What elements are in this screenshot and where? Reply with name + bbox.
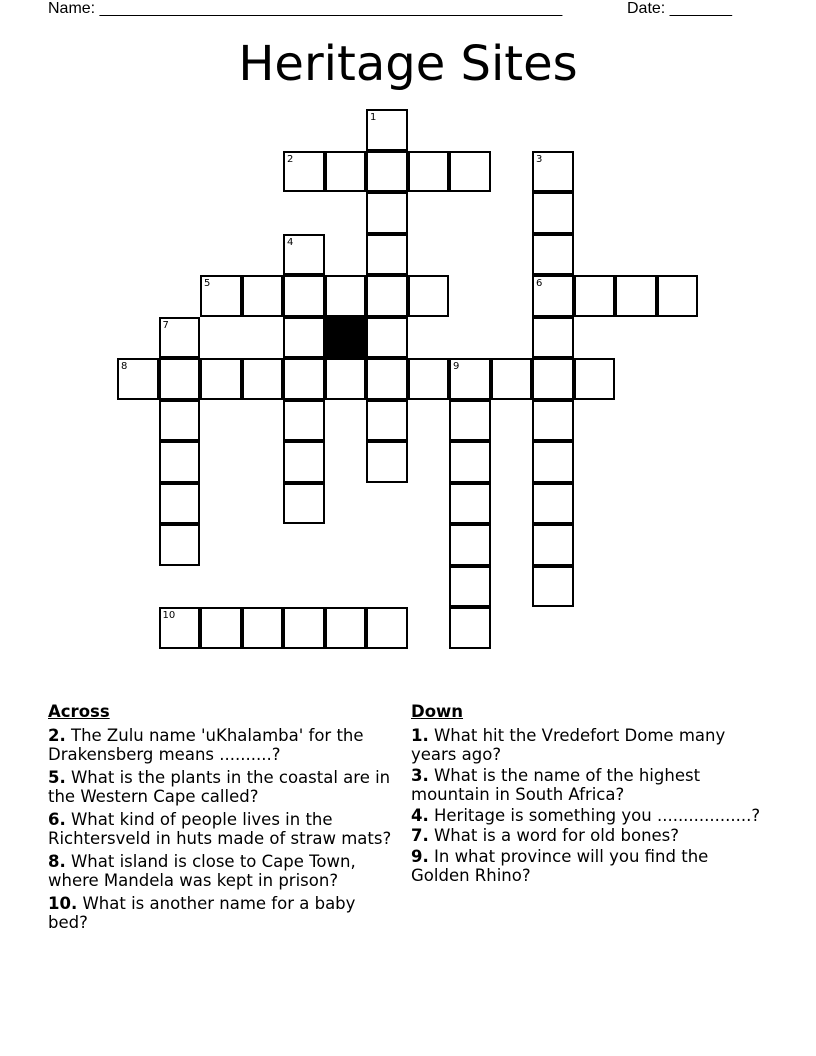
crossword-cell[interactable] <box>242 275 284 317</box>
crossword-cell[interactable] <box>491 358 533 400</box>
crossword-cell[interactable] <box>449 483 491 525</box>
clue-number: 5. <box>48 767 66 787</box>
crossword-cell[interactable] <box>449 151 491 193</box>
crossword-cell[interactable] <box>159 317 201 359</box>
crossword-cell[interactable] <box>159 441 201 483</box>
crossword-cell[interactable] <box>159 400 201 442</box>
name-field-label: Name: ____________________________________________________ <box>48 0 563 17</box>
crossword-cell[interactable] <box>366 109 408 151</box>
down-clue <box>411 726 766 765</box>
crossword-cell[interactable] <box>574 358 616 400</box>
down-clues <box>411 702 766 887</box>
clue-number: 6 <box>536 278 543 289</box>
crossword-cell[interactable] <box>200 607 242 649</box>
crossword-cell[interactable] <box>657 275 699 317</box>
clue-number: 4 <box>287 236 294 248</box>
clue-text: What hit the Vredefort Dome many years ago? <box>411 725 726 764</box>
black-square <box>325 317 367 359</box>
clue-text: What island is close to Cape Town, where Mandela was kept in prison? <box>48 851 356 890</box>
crossword-cell[interactable] <box>615 275 657 317</box>
crossword-cell[interactable] <box>532 192 574 234</box>
clue-text: What is another name for a baby bed? <box>48 893 356 932</box>
clue-number: 9. <box>411 846 429 866</box>
across-clue <box>48 768 393 807</box>
clue-number: 8. <box>48 851 66 871</box>
down-clue-list <box>411 726 766 886</box>
crossword-cell[interactable] <box>532 275 574 317</box>
clue-number: 8 <box>121 361 128 372</box>
crossword-cell[interactable] <box>532 524 574 566</box>
clue-text: In what province will you find the Golden Rhino? <box>411 846 709 885</box>
crossword-cell[interactable] <box>283 358 325 400</box>
date-field-label: Date: _______ <box>627 0 732 17</box>
clue-number: 1. <box>411 725 429 745</box>
clue-text: The Zulu name 'uKhalamba' for the Drakensberg means ..........? <box>48 725 364 764</box>
across-clue <box>48 894 393 933</box>
crossword-cell[interactable] <box>366 607 408 649</box>
crossword-cell[interactable] <box>283 441 325 483</box>
across-clue <box>48 852 393 891</box>
crossword-cell[interactable] <box>532 400 574 442</box>
crossword-cell[interactable] <box>408 151 450 193</box>
crossword-cell[interactable] <box>574 275 616 317</box>
crossword-cell[interactable] <box>449 441 491 483</box>
crossword-cell[interactable] <box>366 192 408 234</box>
crossword-cell[interactable] <box>449 607 491 649</box>
crossword-cell[interactable] <box>408 358 450 400</box>
crossword-cell[interactable] <box>532 441 574 483</box>
clue-number: 10. <box>48 893 78 913</box>
crossword-cell[interactable] <box>325 358 367 400</box>
clue-text: What kind of people lives in the Richtersveld in huts made of straw mats? <box>48 809 392 848</box>
clue-number: 3. <box>411 765 429 785</box>
clue-number: 2. <box>48 725 66 745</box>
across-clues <box>48 702 393 936</box>
crossword-cell[interactable] <box>366 441 408 483</box>
clue-text: What is a word for old bones? <box>428 826 680 845</box>
crossword-cell[interactable] <box>200 275 242 317</box>
crossword-cell[interactable] <box>366 358 408 400</box>
clue-number: 6. <box>48 809 66 829</box>
crossword-cell[interactable] <box>532 234 574 276</box>
crossword-cell[interactable] <box>325 275 367 317</box>
crossword-cell[interactable] <box>283 234 325 276</box>
crossword-cell[interactable] <box>325 607 367 649</box>
crossword-cell[interactable] <box>242 607 284 649</box>
crossword-cell[interactable] <box>532 483 574 525</box>
crossword-cell[interactable] <box>532 317 574 359</box>
across-clue <box>48 726 393 765</box>
clue-text: Heritage is something you ..................? <box>428 805 761 825</box>
clue-text: What is the name of the highest mountain in South Africa? <box>411 765 701 804</box>
crossword-cell[interactable] <box>366 234 408 276</box>
crossword-cell[interactable] <box>532 151 574 193</box>
crossword-cell[interactable] <box>159 483 201 525</box>
crossword-cell[interactable] <box>117 358 159 400</box>
crossword-cell[interactable] <box>159 524 201 566</box>
crossword-cell[interactable] <box>283 400 325 442</box>
down-heading: Down <box>411 702 464 721</box>
crossword-cell[interactable] <box>283 275 325 317</box>
clue-number: 10 <box>162 610 176 621</box>
clue-text: What is the plants in the coastal are in the Western Cape called? <box>48 767 391 806</box>
down-clue <box>411 766 766 805</box>
crossword-cell[interactable] <box>449 566 491 608</box>
across-clue-list <box>48 726 393 933</box>
crossword-cell[interactable] <box>283 317 325 359</box>
clue-number: 9 <box>453 361 460 372</box>
clue-number: 7 <box>162 319 169 331</box>
clue-number: 7. <box>411 826 429 845</box>
clue-number: 3 <box>536 153 543 165</box>
crossword-cell[interactable] <box>159 358 201 400</box>
crossword-cell[interactable] <box>366 400 408 442</box>
crossword-cell[interactable] <box>366 151 408 193</box>
crossword-cell[interactable] <box>325 151 367 193</box>
down-clue <box>411 847 766 886</box>
clue-number: 1 <box>370 112 377 123</box>
crossword-cell[interactable] <box>449 358 491 400</box>
crossword-cell[interactable] <box>159 607 201 649</box>
crossword-cell[interactable] <box>283 151 325 193</box>
crossword-cell[interactable] <box>242 358 284 400</box>
clue-number: 2 <box>287 153 294 165</box>
crossword-cell[interactable] <box>449 524 491 566</box>
page-title: Heritage Sites <box>238 36 578 92</box>
across-heading: Across <box>48 702 110 721</box>
crossword-cell[interactable] <box>532 358 574 400</box>
crossword-cell[interactable] <box>200 358 242 400</box>
crossword-cell[interactable] <box>532 566 574 608</box>
clue-number: 5 <box>204 278 211 289</box>
crossword-cell[interactable] <box>366 317 408 359</box>
down-clue <box>411 826 766 846</box>
crossword-cell[interactable] <box>408 275 450 317</box>
across-clue <box>48 810 393 849</box>
crossword-cell[interactable] <box>283 607 325 649</box>
crossword-cell[interactable] <box>283 483 325 525</box>
crossword-cell[interactable] <box>449 400 491 442</box>
down-clue <box>411 806 766 826</box>
clue-number: 4. <box>411 805 429 825</box>
crossword-cell[interactable] <box>366 275 408 317</box>
